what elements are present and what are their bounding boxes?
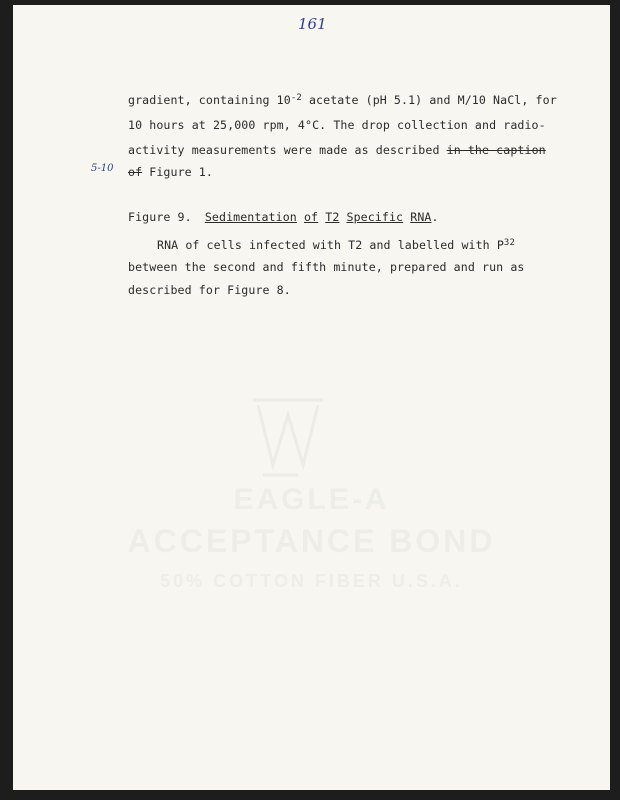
watermark-line-3: 50% COTTON FIBER U.S.A. (160, 571, 463, 591)
figure9-line4: described for Figure 8. (128, 283, 291, 297)
page-number: 161 (298, 15, 327, 33)
handwritten-margin-note: 5-10 (91, 163, 114, 174)
struck-text-caption: in the caption (446, 143, 546, 157)
paragraph1-line4 (128, 165, 213, 179)
f9-superscript: 32 (503, 238, 515, 248)
p1-text-a: gradient, containing 10 (128, 93, 291, 107)
watermark-line-2: ACCEPTANCE BOND (127, 523, 496, 559)
p1-superscript: -2 (290, 93, 302, 103)
figure9-title-period: . (431, 210, 439, 224)
paragraph1-line2: 10 hours at 25,000 rpm, 4°C. The drop collection and radio- (128, 118, 546, 132)
figure9-title-word: of (303, 210, 319, 224)
watermark-line-1: EAGLE-A (233, 483, 390, 516)
figure9-line3: between the second and fifth minute, prepared and run as (128, 260, 525, 274)
figure9-heading (128, 210, 439, 224)
figure9-line2 (157, 238, 515, 252)
figure9-title-word: Sedimentation (204, 210, 297, 224)
p1-l3-text: activity measurements were made as described (128, 143, 447, 157)
p1-text-b: acetate (pH 5.1) and M/10 NaCl, for (301, 93, 557, 107)
figure9-title-word: RNA (410, 210, 432, 224)
p1-l4-text: Figure 1. (142, 165, 213, 179)
struck-text-of: of (128, 165, 143, 179)
figure9-title-word: Specific (346, 210, 404, 224)
paragraph1-line1 (128, 93, 557, 107)
document-page (13, 5, 610, 790)
paragraph1-line3 (128, 143, 546, 157)
figure9-title-word: T2 (325, 210, 340, 224)
f9-text-a: RNA of cells infected with T2 and labelled with P (157, 238, 504, 252)
figure9-label: Figure 9. (128, 210, 192, 224)
